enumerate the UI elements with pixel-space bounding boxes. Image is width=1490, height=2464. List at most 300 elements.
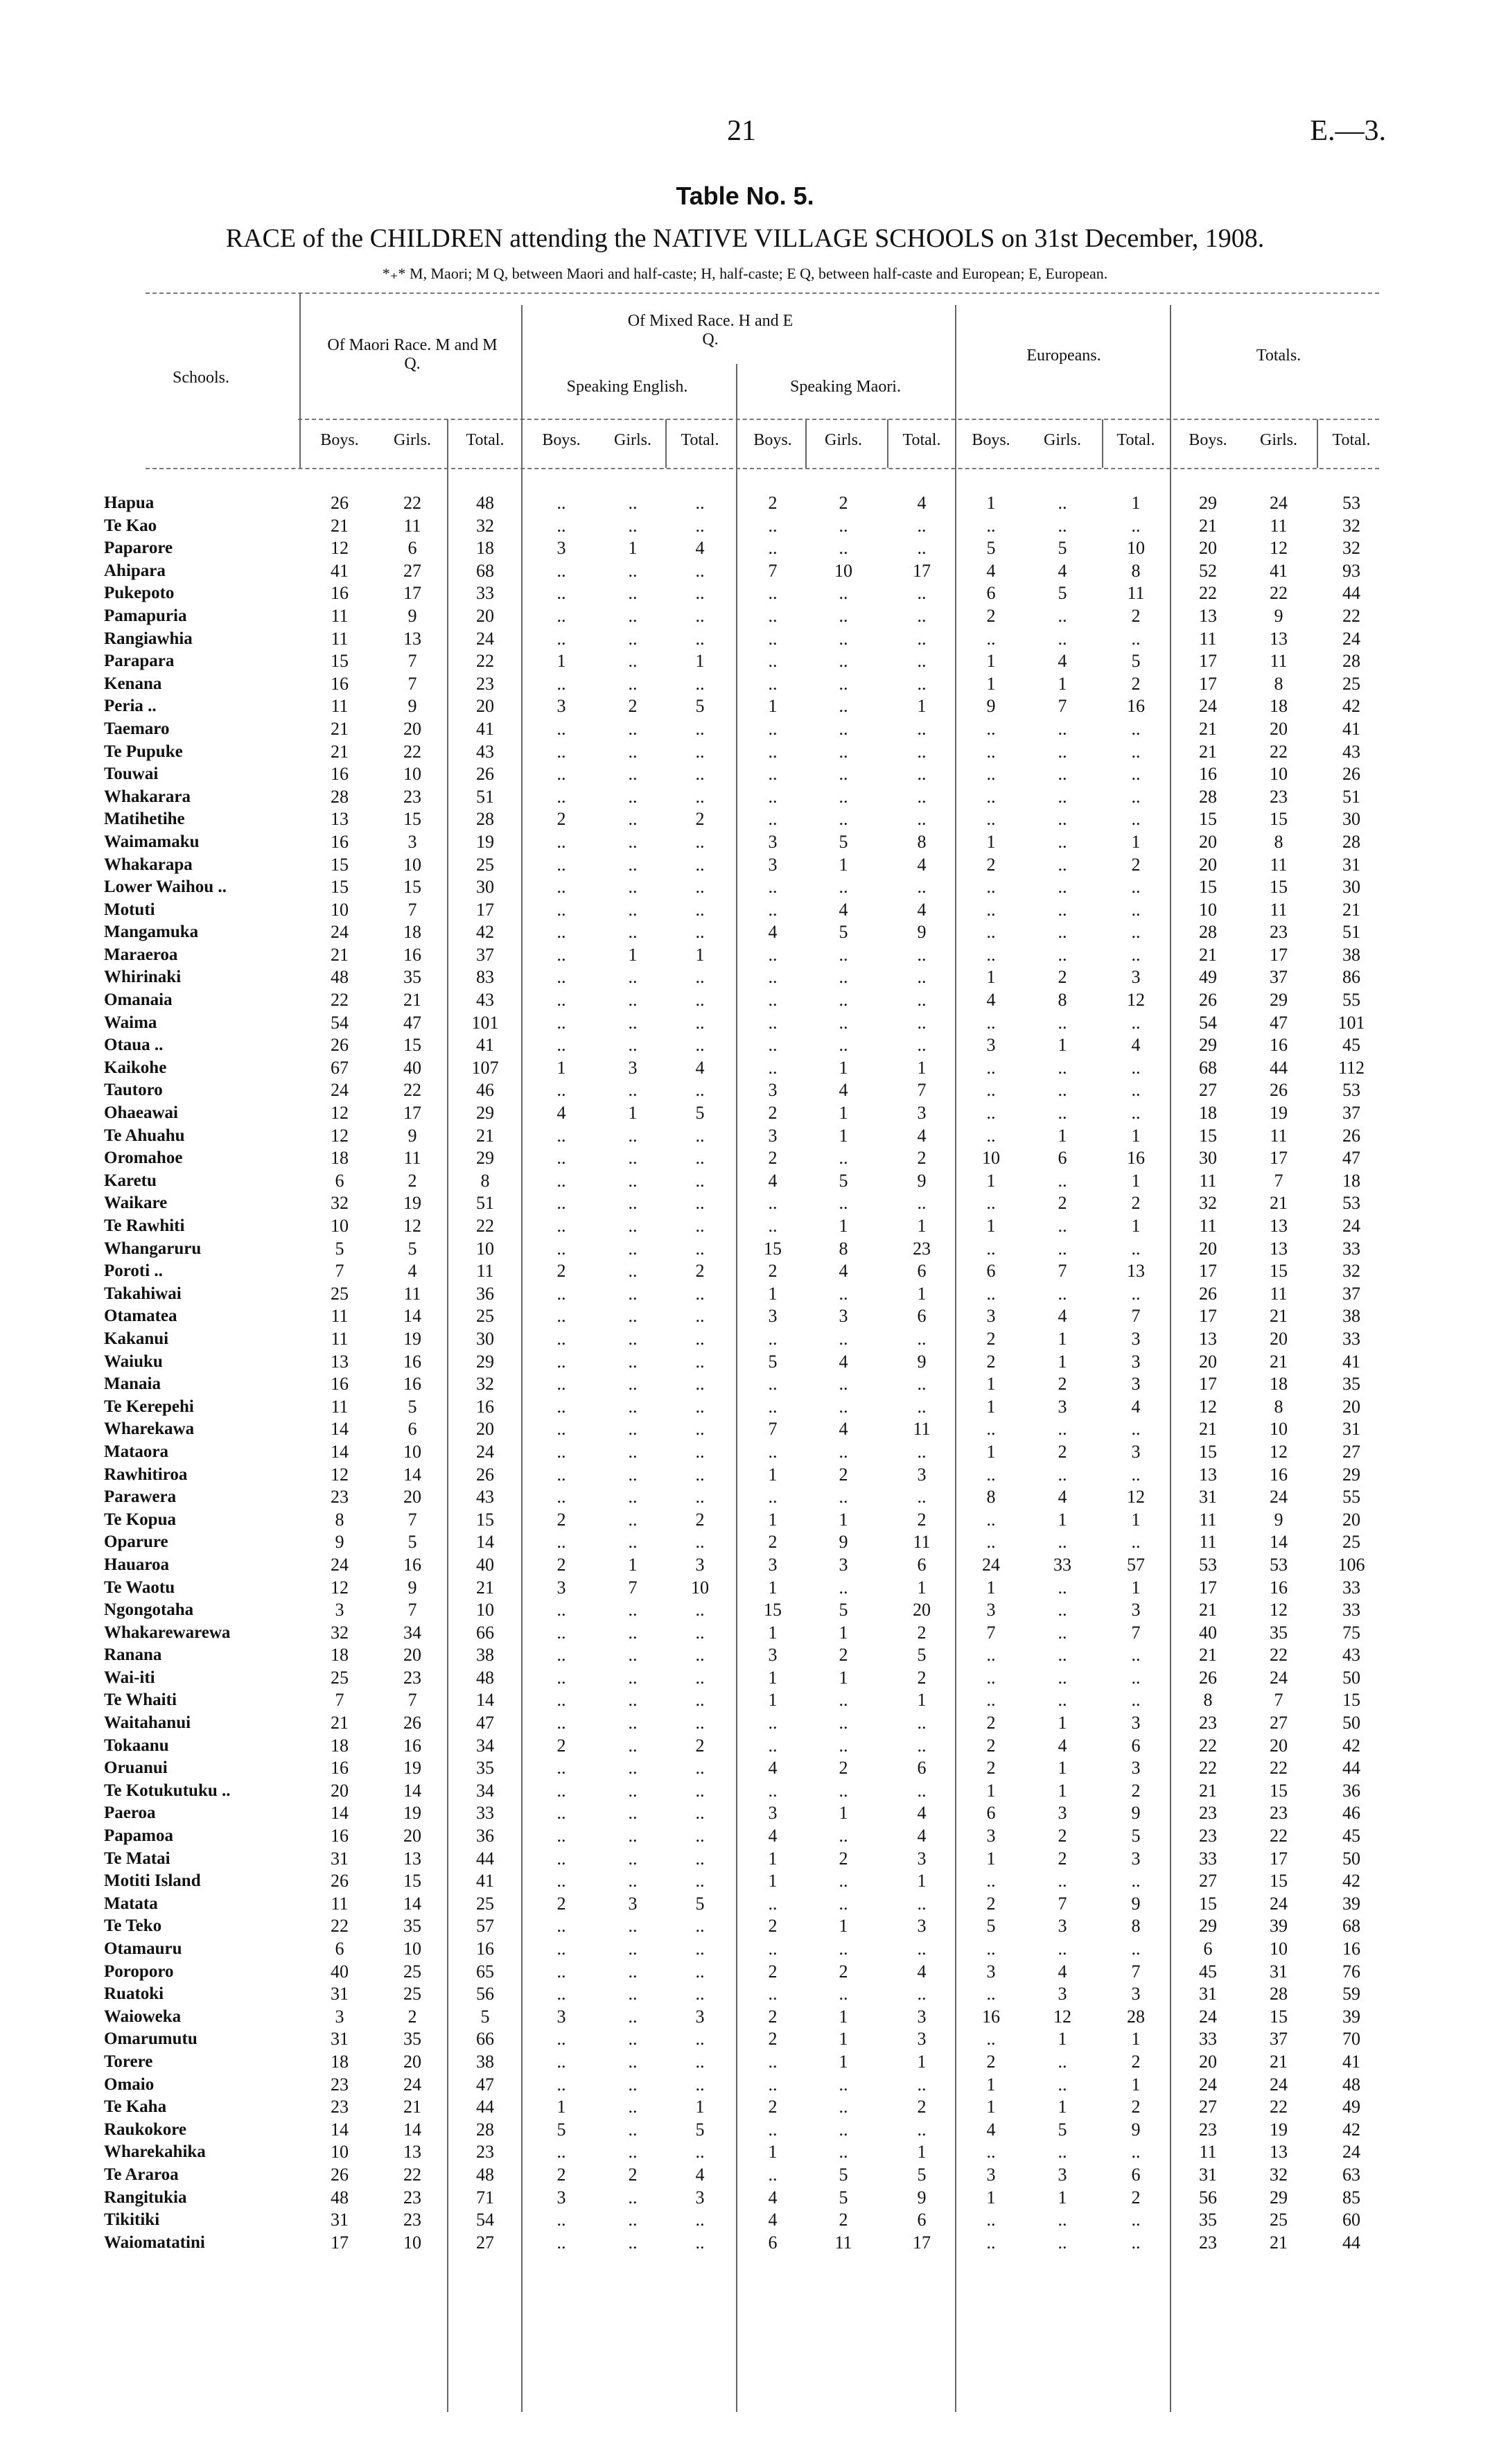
table-cell: 22 bbox=[403, 2164, 421, 2185]
table-cell: 40 bbox=[331, 1961, 349, 1982]
table-row bbox=[104, 1802, 1393, 1825]
table-cell: .. bbox=[917, 1193, 927, 1214]
table-cell: 3 bbox=[986, 1600, 996, 1620]
table-cell: 22 bbox=[1342, 605, 1360, 626]
table-cell: .. bbox=[986, 1057, 996, 1078]
table-cell: 11 bbox=[331, 1396, 349, 1417]
table-cell: .. bbox=[556, 2074, 566, 2095]
table-cell: .. bbox=[839, 1441, 848, 1462]
table-cell: .. bbox=[556, 560, 566, 581]
subheader-boys: Boys. bbox=[1189, 431, 1227, 449]
table-cell: .. bbox=[556, 1419, 566, 1440]
table-cell: 24 bbox=[1342, 2142, 1360, 2162]
table-cell: .. bbox=[695, 1328, 705, 1349]
table-cell: 27 bbox=[403, 560, 421, 581]
table-cell: 8 bbox=[986, 1487, 996, 1508]
table-cell: .. bbox=[628, 1622, 638, 1643]
table-cell: 23 bbox=[1199, 1803, 1217, 1824]
table-cell: 15 bbox=[331, 877, 349, 898]
table-cell: 2 bbox=[986, 1713, 996, 1733]
table-cell: 37 bbox=[476, 944, 494, 965]
table-cell: 1 bbox=[1058, 1035, 1067, 1056]
table-cell: 31 bbox=[331, 1984, 349, 2004]
table-cell: .. bbox=[556, 1464, 566, 1485]
table-cell: 6 bbox=[917, 2210, 927, 2230]
table-cell: 3 bbox=[1131, 1374, 1141, 1395]
table-cell: 48 bbox=[331, 2187, 349, 2208]
table-cell: 3 bbox=[768, 1554, 778, 1575]
table-row bbox=[104, 763, 1393, 786]
school-name: Wharekahika bbox=[104, 2142, 206, 2162]
table-cell: 41 bbox=[1342, 1351, 1360, 1372]
table-cell: .. bbox=[1131, 1871, 1141, 1891]
table-cell: 41 bbox=[476, 718, 494, 739]
table-cell: 1 bbox=[839, 2006, 848, 2027]
table-cell: 26 bbox=[403, 1713, 421, 1733]
table-cell: .. bbox=[1058, 1238, 1067, 1259]
table-row bbox=[104, 2051, 1393, 2074]
subheader-boys: Boys. bbox=[753, 431, 792, 449]
table-cell: .. bbox=[556, 831, 566, 852]
table-cell: 15 bbox=[403, 1871, 421, 1891]
table-cell: 25 bbox=[1270, 2210, 1288, 2230]
table-cell: .. bbox=[986, 1939, 996, 1959]
table-cell: 3 bbox=[1058, 2164, 1067, 2185]
table-cell: 55 bbox=[1342, 990, 1360, 1011]
school-name: Hauaroa bbox=[104, 1555, 169, 1574]
table-cell: .. bbox=[839, 990, 848, 1011]
table-cell: 29 bbox=[1199, 1916, 1217, 1937]
table-cell: 32 bbox=[331, 1622, 349, 1643]
school-name: Hapua bbox=[104, 493, 155, 512]
table-cell: 1 bbox=[628, 538, 638, 559]
school-name: Ruatoki bbox=[104, 1984, 164, 2004]
table-cell: .. bbox=[628, 1441, 638, 1462]
table-cell: 2 bbox=[556, 1554, 566, 1575]
table-cell: .. bbox=[917, 1893, 927, 1914]
table-cell: 25 bbox=[1342, 1532, 1360, 1553]
table-cell: 1 bbox=[839, 1667, 848, 1688]
table-cell: .. bbox=[839, 877, 848, 898]
table-row bbox=[104, 1509, 1393, 1532]
table-cell: .. bbox=[628, 854, 638, 875]
table-cell: .. bbox=[628, 786, 638, 807]
table-cell: 6 bbox=[917, 1261, 927, 1282]
table-cell: 44 bbox=[476, 2097, 494, 2117]
table-cell: 10 bbox=[403, 764, 421, 785]
table-cell: .. bbox=[768, 809, 778, 830]
table-cell: .. bbox=[695, 1464, 705, 1485]
table-cell: 1 bbox=[1058, 1758, 1067, 1779]
table-cell: 10 bbox=[691, 1577, 709, 1598]
table-cell: .. bbox=[917, 1939, 927, 1959]
school-name: Poroti .. bbox=[104, 1261, 163, 1281]
table-cell: 5 bbox=[917, 1645, 927, 1666]
table-cell: 2 bbox=[1058, 967, 1067, 988]
table-cell: 60 bbox=[1342, 2210, 1360, 2230]
table-cell: 67 bbox=[331, 1057, 349, 1078]
school-name: Te Kao bbox=[104, 516, 157, 535]
table-cell: 2 bbox=[556, 1261, 566, 1282]
table-cell: 14 bbox=[476, 1690, 494, 1711]
table-cell: .. bbox=[839, 538, 848, 559]
table-cell: 3 bbox=[986, 1306, 996, 1327]
table-cell: .. bbox=[1058, 809, 1067, 830]
table-cell: 5 bbox=[695, 696, 705, 717]
table-cell: .. bbox=[1058, 1012, 1067, 1033]
school-name: Taemaro bbox=[104, 719, 170, 738]
table-cell: .. bbox=[1131, 1939, 1141, 1959]
table-cell: 4 bbox=[695, 538, 705, 559]
school-name: Waikare bbox=[104, 1194, 168, 1213]
table-cell: .. bbox=[556, 1306, 566, 1327]
table-cell: 2 bbox=[917, 2097, 927, 2117]
table-row bbox=[104, 741, 1393, 764]
table-cell: 16 bbox=[331, 764, 349, 785]
table-cell: 33 bbox=[1199, 2029, 1217, 2050]
table-cell: 16 bbox=[331, 831, 349, 852]
table-cell: 33 bbox=[1199, 1848, 1217, 1869]
table-cell: .. bbox=[1131, 1057, 1141, 1078]
table-cell: 1 bbox=[1058, 1780, 1067, 1801]
header-speaking-english: Speaking English. bbox=[566, 378, 688, 396]
table-cell: .. bbox=[839, 1939, 848, 1959]
table-cell: 41 bbox=[1270, 560, 1288, 581]
table-cell: .. bbox=[1058, 718, 1067, 739]
table-cell: 26 bbox=[1199, 1667, 1217, 1688]
table-cell: .. bbox=[839, 741, 848, 762]
table-cell: 12 bbox=[1270, 1600, 1288, 1620]
table-cell: 22 bbox=[1270, 2097, 1288, 2117]
table-cell: 20 bbox=[1270, 1735, 1288, 1756]
table-cell: 2 bbox=[695, 1735, 705, 1756]
table-cell: .. bbox=[917, 967, 927, 988]
table-cell: 31 bbox=[331, 2210, 349, 2230]
table-cell: .. bbox=[1131, 741, 1141, 762]
table-cell: 2 bbox=[768, 2029, 778, 2050]
table-cell: 2 bbox=[768, 493, 778, 513]
table-cell: 44 bbox=[476, 1848, 494, 1869]
table-cell: .. bbox=[628, 877, 638, 898]
table-row bbox=[104, 1441, 1393, 1464]
table-cell: 23 bbox=[913, 1238, 931, 1259]
table-cell: 20 bbox=[1199, 1238, 1217, 1259]
table-cell: .. bbox=[556, 1396, 566, 1417]
table-cell: .. bbox=[768, 515, 778, 536]
table-cell: 7 bbox=[1131, 1622, 1141, 1643]
table-cell: 13 bbox=[1270, 2142, 1288, 2162]
table-cell: 15 bbox=[1342, 1690, 1360, 1711]
table-row bbox=[104, 1554, 1393, 1577]
table-row bbox=[104, 1983, 1393, 2006]
table-cell: 1 bbox=[628, 1554, 638, 1575]
table-cell: .. bbox=[556, 1645, 566, 1666]
table-cell: .. bbox=[556, 877, 566, 898]
table-cell: 13 bbox=[1270, 628, 1288, 649]
table-cell: 16 bbox=[403, 1735, 421, 1756]
table-cell: .. bbox=[768, 1713, 778, 1733]
table-row bbox=[104, 1464, 1393, 1487]
table-cell: .. bbox=[986, 1125, 996, 1146]
school-name: Paeroa bbox=[104, 1803, 156, 1823]
school-name: Te Ahuahu bbox=[104, 1126, 185, 1145]
table-cell: .. bbox=[917, 877, 927, 898]
table-cell: 21 bbox=[331, 515, 349, 536]
table-cell: 1 bbox=[768, 1871, 778, 1891]
table-cell: 23 bbox=[476, 673, 494, 694]
table-cell: 28 bbox=[1199, 922, 1217, 943]
table-cell: .. bbox=[768, 1487, 778, 1508]
table-cell: .. bbox=[1058, 1080, 1067, 1101]
table-cell: 22 bbox=[1270, 583, 1288, 604]
table-cell: 21 bbox=[476, 1125, 494, 1146]
school-name: Otaua .. bbox=[104, 1036, 164, 1055]
table-cell: 1 bbox=[1131, 1577, 1141, 1598]
table-cell: .. bbox=[556, 922, 566, 943]
table-cell: 1 bbox=[986, 1396, 996, 1417]
table-cell: 8 bbox=[480, 1170, 490, 1191]
table-cell: .. bbox=[695, 1283, 705, 1304]
table-cell: 16 bbox=[1127, 696, 1145, 717]
table-cell: 52 bbox=[1199, 560, 1217, 581]
table-cell: .. bbox=[768, 1035, 778, 1056]
table-cell: 24 bbox=[476, 1441, 494, 1462]
table-cell: .. bbox=[628, 493, 638, 513]
table-cell: 16 bbox=[982, 2006, 1000, 2027]
table-cell: .. bbox=[695, 718, 705, 739]
table-cell: .. bbox=[768, 718, 778, 739]
subheader-total: Total. bbox=[1116, 431, 1155, 449]
table-cell: 7 bbox=[768, 560, 778, 581]
table-cell: 7 bbox=[986, 1622, 996, 1643]
table-cell: .. bbox=[628, 1600, 638, 1620]
table-cell: 11 bbox=[1270, 854, 1288, 875]
table-cell: .. bbox=[556, 628, 566, 649]
table-cell: 15 bbox=[1199, 877, 1217, 898]
table-cell: .. bbox=[695, 628, 705, 649]
table-cell: 1 bbox=[628, 1103, 638, 1124]
table-cell: .. bbox=[1131, 2210, 1141, 2230]
table-cell: 70 bbox=[1342, 2029, 1360, 2050]
table-cell: 5 bbox=[986, 538, 996, 559]
table-row bbox=[104, 1351, 1393, 1374]
table-cell: 1 bbox=[1058, 2029, 1067, 2050]
school-name: Rangiawhia bbox=[104, 629, 193, 648]
table-cell: 1 bbox=[1131, 1170, 1141, 1191]
table-cell: 22 bbox=[1199, 583, 1217, 604]
table-cell: 56 bbox=[1199, 2187, 1217, 2208]
table-cell: .. bbox=[1058, 2051, 1067, 2072]
table-cell: 4 bbox=[1131, 1396, 1141, 1417]
table-cell: 3 bbox=[556, 696, 566, 717]
table-cell: 15 bbox=[476, 1509, 494, 1530]
table-row bbox=[104, 560, 1393, 583]
table-cell: 1 bbox=[986, 1441, 996, 1462]
table-cell: 8 bbox=[335, 1509, 344, 1530]
table-cell: 12 bbox=[331, 1464, 349, 1485]
table-cell: 20 bbox=[913, 1600, 931, 1620]
table-cell: .. bbox=[556, 1170, 566, 1191]
table-cell: 1 bbox=[839, 1216, 848, 1236]
table-cell: 5 bbox=[556, 2119, 566, 2140]
table-row bbox=[104, 2209, 1393, 2232]
table-cell: .. bbox=[839, 1826, 848, 1846]
table-cell: 33 bbox=[1342, 1577, 1360, 1598]
table-cell: 11 bbox=[331, 628, 349, 649]
table-row bbox=[104, 1667, 1393, 1690]
table-cell: 4 bbox=[695, 1057, 705, 1078]
table-cell: .. bbox=[556, 2210, 566, 2230]
table-cell: 35 bbox=[403, 967, 421, 988]
table-cell: 3 bbox=[1131, 1713, 1141, 1733]
table-cell: .. bbox=[1058, 1622, 1067, 1643]
table-row bbox=[104, 582, 1393, 605]
table-cell: .. bbox=[1131, 1645, 1141, 1666]
table-cell: .. bbox=[556, 1758, 566, 1779]
table-cell: 42 bbox=[1342, 696, 1360, 717]
table-cell: 2 bbox=[1058, 1441, 1067, 1462]
school-name: Kenana bbox=[104, 674, 162, 693]
table-cell: 53 bbox=[1270, 1554, 1288, 1575]
table-cell: .. bbox=[628, 2006, 638, 2027]
table-row bbox=[104, 1531, 1393, 1554]
table-cell: 28 bbox=[1342, 651, 1360, 672]
table-row bbox=[104, 1599, 1393, 1622]
table-cell: 20 bbox=[476, 1419, 494, 1440]
table-cell: .. bbox=[695, 741, 705, 762]
table-cell: .. bbox=[695, 1939, 705, 1959]
table-cell: .. bbox=[839, 1487, 848, 1508]
table-cell: 22 bbox=[1199, 1735, 1217, 1756]
table-cell: 3 bbox=[1131, 1351, 1141, 1372]
school-name: Ranana bbox=[104, 1645, 162, 1665]
table-cell: 101 bbox=[1338, 1012, 1365, 1033]
table-cell: 1 bbox=[1058, 1351, 1067, 1372]
table-cell: 68 bbox=[1342, 1916, 1360, 1937]
table-cell: 9 bbox=[407, 1125, 417, 1146]
school-name: Whakarewarewa bbox=[104, 1623, 231, 1642]
table-cell: .. bbox=[556, 1600, 566, 1620]
table-cell: 10 bbox=[476, 1600, 494, 1620]
table-cell: 40 bbox=[403, 1057, 421, 1078]
table-cell: .. bbox=[1058, 2142, 1067, 2162]
table-cell: .. bbox=[1058, 922, 1067, 943]
table-cell: 1 bbox=[1058, 1509, 1067, 1530]
school-name: Matihetihe bbox=[104, 810, 185, 829]
table-cell: 49 bbox=[1342, 2097, 1360, 2117]
table-cell: 47 bbox=[1342, 1148, 1360, 1169]
table-cell: 1 bbox=[986, 673, 996, 694]
table-cell: 2 bbox=[768, 1148, 778, 1169]
table-cell: 4 bbox=[917, 854, 927, 875]
table-cell: 5 bbox=[986, 1916, 996, 1937]
table-cell: 9 bbox=[917, 1170, 927, 1191]
table-cell: .. bbox=[768, 605, 778, 626]
table-cell: 42 bbox=[1342, 1871, 1360, 1891]
table-cell: 1 bbox=[1058, 2187, 1067, 2208]
table-cell: .. bbox=[986, 628, 996, 649]
table-cell: 4 bbox=[986, 2119, 996, 2140]
table-cell: 4 bbox=[1058, 1735, 1067, 1756]
table-cell: 48 bbox=[1342, 2074, 1360, 2095]
table-cell: 24 bbox=[331, 1080, 349, 1101]
table-cell: 2 bbox=[1131, 605, 1141, 626]
table-cell: .. bbox=[917, 1713, 927, 1733]
table-cell: 47 bbox=[403, 1012, 421, 1033]
table-cell: 14 bbox=[403, 2119, 421, 2140]
table-cell: 21 bbox=[403, 2097, 421, 2117]
table-cell: .. bbox=[1131, 1690, 1141, 1711]
table-row bbox=[104, 515, 1393, 538]
table-cell: .. bbox=[695, 764, 705, 785]
table-cell: .. bbox=[556, 1012, 566, 1033]
table-cell: .. bbox=[917, 651, 927, 672]
table-cell: 1 bbox=[986, 1577, 996, 1598]
table-cell: 1 bbox=[917, 1057, 927, 1078]
table-cell: .. bbox=[628, 515, 638, 536]
table-cell: .. bbox=[1131, 877, 1141, 898]
table-cell: .. bbox=[628, 605, 638, 626]
table-cell: .. bbox=[556, 764, 566, 785]
subheader-girls: Girls. bbox=[394, 431, 431, 449]
table-cell: .. bbox=[628, 2232, 638, 2253]
table-cell: .. bbox=[628, 2187, 638, 2208]
table-cell: .. bbox=[1058, 1170, 1067, 1191]
table-cell: 32 bbox=[1199, 1193, 1217, 1214]
table-cell: 42 bbox=[476, 922, 494, 943]
table-cell: 20 bbox=[1342, 1396, 1360, 1417]
table-cell: .. bbox=[695, 1667, 705, 1688]
table-cell: .. bbox=[695, 1035, 705, 1056]
table-cell: 4 bbox=[1058, 560, 1067, 581]
table-cell: 93 bbox=[1342, 560, 1360, 581]
table-cell: 1 bbox=[768, 1509, 778, 1530]
col-divider bbox=[1317, 419, 1318, 468]
table-cell: 18 bbox=[1270, 1374, 1288, 1395]
table-cell: 26 bbox=[331, 2164, 349, 2185]
table-cell: 1 bbox=[986, 2187, 996, 2208]
table-cell: 1 bbox=[768, 1667, 778, 1688]
table-cell: 1 bbox=[917, 2051, 927, 2072]
table-cell: 16 bbox=[476, 1939, 494, 1959]
table-cell: .. bbox=[1131, 2232, 1141, 2253]
table-cell: .. bbox=[628, 1464, 638, 1485]
table-cell: .. bbox=[986, 1871, 996, 1891]
table-cell: 57 bbox=[1127, 1554, 1145, 1575]
table-cell: .. bbox=[986, 1419, 996, 1440]
table-cell: 1 bbox=[986, 2097, 996, 2117]
table-cell: 4 bbox=[839, 1080, 848, 1101]
table-cell: 2 bbox=[1131, 673, 1141, 694]
table-cell: .. bbox=[628, 1487, 638, 1508]
table-cell: .. bbox=[695, 1170, 705, 1191]
table-cell: 31 bbox=[1342, 1419, 1360, 1440]
table-row bbox=[104, 1102, 1393, 1125]
table-cell: 11 bbox=[331, 1893, 349, 1914]
table-cell: .. bbox=[695, 2029, 705, 2050]
school-name: Torere bbox=[104, 2052, 153, 2071]
school-name: Tikitiki bbox=[104, 2210, 160, 2230]
table-cell: 2 bbox=[1131, 2051, 1141, 2072]
table-cell: 1 bbox=[768, 1848, 778, 1869]
table-cell: .. bbox=[628, 1148, 638, 1169]
table-cell: .. bbox=[839, 1396, 848, 1417]
header-mixed-race: Of Mixed Race. H and E Q. bbox=[627, 312, 794, 349]
table-cell: .. bbox=[695, 1848, 705, 1869]
table-cell: 38 bbox=[476, 2051, 494, 2072]
table-cell: 20 bbox=[403, 1487, 421, 1508]
table-cell: 24 bbox=[1270, 1893, 1288, 1914]
